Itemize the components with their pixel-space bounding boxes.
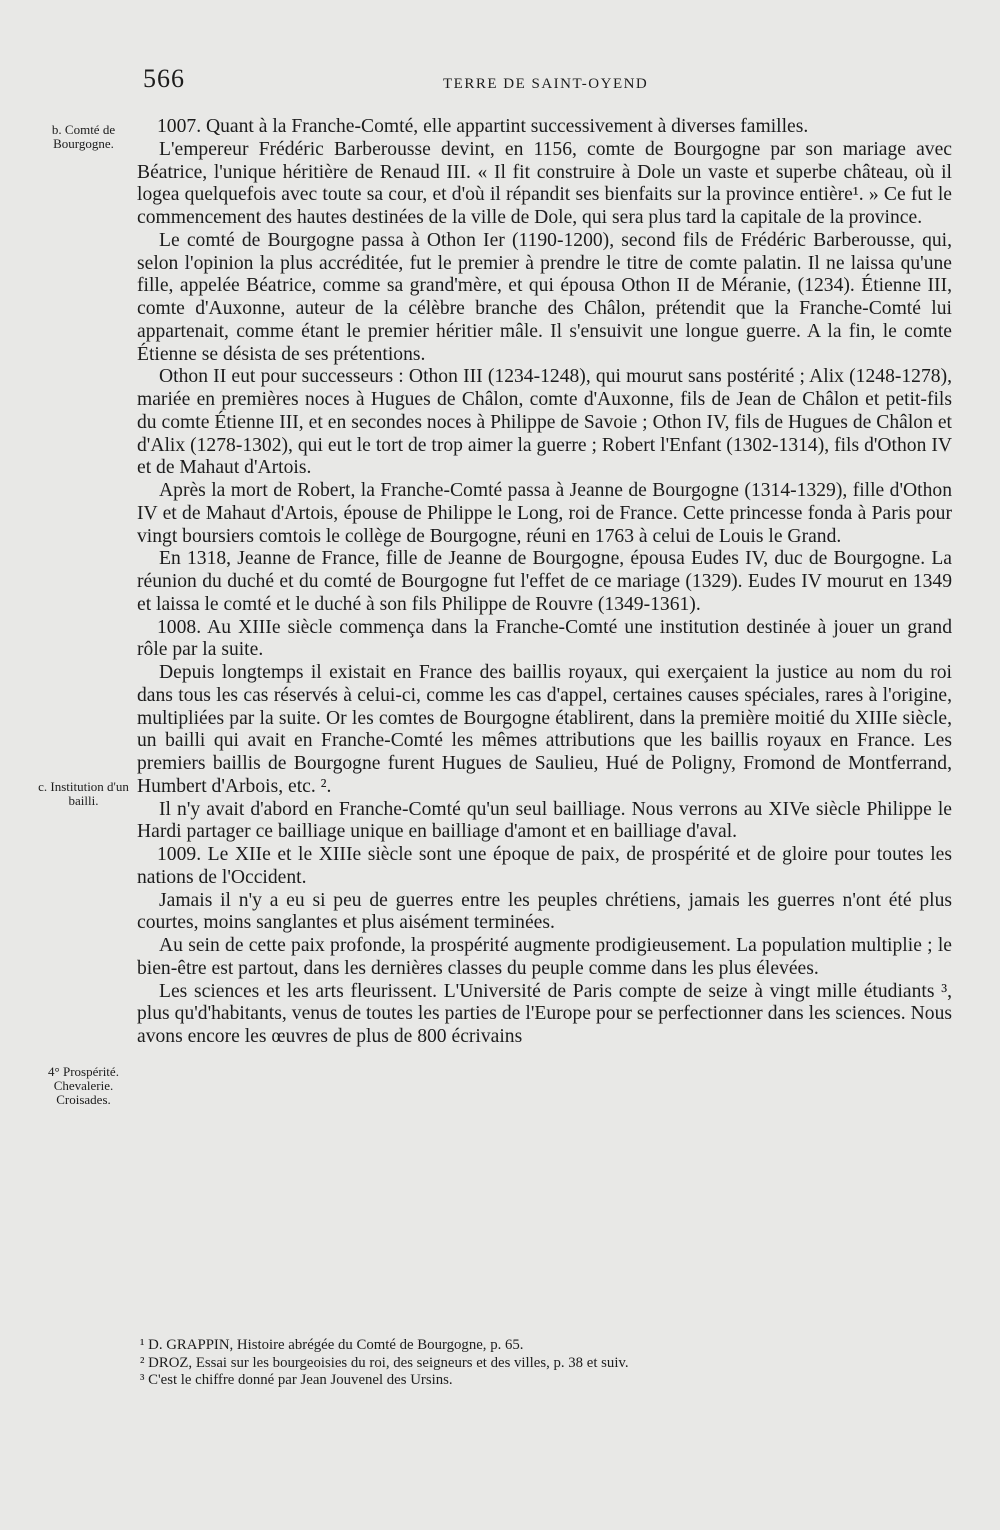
- paragraph: Les sciences et les arts fleurissent. L'Université de Paris compte de seize à vingt mille étudiants ³, plus qu'd'habitants, venus de toutes les parties de l'Europe pour se perfectionner dans les sciences. Nous avons encore les œuvres de plus de 800 écrivains: [137, 980, 952, 1047]
- footnote-3: ³ C'est le chiffre donné par Jean Jouvenel des Ursins.: [140, 1372, 453, 1388]
- paragraph: En 1318, Jeanne de France, fille de Jeanne de Bourgogne, épousa Eudes IV, duc de Bourgogne. La réunion du duché et du comté de Bourgogne fut l'effet de ce mariage (1329). Eudes IV mourut en 1349 et laissa le comté et le duché à son fils Philippe de Rouvre (1349-1361).: [137, 548, 952, 615]
- running-head: TERRE DE SAINT-OYEND: [443, 76, 649, 92]
- footnote-2: ² DROZ, Essai sur les bourgeoisies du roi, des seigneurs et des villes, p. 38 et suiv.: [140, 1354, 629, 1371]
- main-text: [137, 116, 952, 1049]
- paragraph: Jamais il n'y a eu si peu de guerres entre les peuples chrétiens, jamais les guerres n'ont été plus courtes, moins sanglantes et plus aisément terminées.: [137, 889, 952, 934]
- paragraph-1007: 1007. Quant à la Franche-Comté, elle appartint successivement à diverses familles.: [157, 116, 809, 137]
- sidenote-prosperite: 4° Prospérité. Chevalerie. Croisades.: [48, 1064, 119, 1107]
- paragraph: L'empereur Frédéric Barberousse devint, en 1156, comte de Bourgogne par son mariage avec Béatrice, l'unique héritière de Renaud III. « Il fit construire à Dole un vaste et superbe château, où il logea quelquefois avec toute sa cour, et d'où il répandit ses bienfaits sur la province entière¹. » Ce fut le commencement des hautes destinées de la ville de Dole, qui sera plus tard la capitale de la province.: [137, 138, 952, 228]
- paragraph: Depuis longtemps il existait en France des baillis royaux, qui exerçaient la justice au nom du roi dans tous les cas réservés à celui-ci, comme les cas d'appel, certaines causes spéciales, rares à l'origine, multipliées par la suite. Or les comtes de Bourgogne établirent, dans la première moitié du XIIIe siècle, un bailli qui avait en Franche-Comté les mêmes attributions que les baillis royaux en France. Les premiers baillis de Bourgogne furent Hugues de Saulieu, Hué de Poligny, Fromond de Montferrand, Humbert d'Arbois, etc. ².: [137, 662, 952, 797]
- paragraph: Il n'y avait d'abord en Franche-Comté qu'un seul bailliage. Nous verrons au XIVe siècle Philippe le Hardi partager ce bailliage unique en bailliage d'amont et en bailliage d'aval.: [137, 798, 952, 843]
- paragraph-1009: 1009. Le XIIe et le XIIIe siècle sont une époque de paix, de prospérité et de gloire pour toutes les nations de l'Occident.: [137, 844, 952, 888]
- paragraph: Le comté de Bourgogne passa à Othon Ier (1190-1200), second fils de Frédéric Barberousse, qui, selon l'opinion la plus accréditée, fut le premier à prendre le titre de comte palatin. Il ne laissa qu'une fille, appelée Béatrice, comme sa grand'mère, et qui épousa Othon II de Méranie, (1234). Étienne III, comte d'Auxonne, auteur de la célèbre branche des Châlon, prétendit que la Franche-Comté lui appartenait, comme étant le premier héritier mâle. Il s'ensuivit une longue guerre. A la fin, le comte Étienne se désista de ses prétentions.: [137, 229, 952, 365]
- sidenote-comte-bourgogne: b. Comté de Bourgogne.: [51, 122, 116, 151]
- paragraph: Othon II eut pour successeurs : Othon III (1234-1248), qui mourut sans postérité ; Alix (1248-1278), mariée en premières noces à Hugues de Châlon, comte d'Auxonne, fils de Jean de Châlon et petit-fils du comte Étienne III, et en secondes noces à Philippe de Savoie ; Othon IV, fils de Hugues de Châlon et d'Alix (1278-1302), qui eut le tort de trop aimer la guerre ; Robert l'Enfant (1302-1314), fils d'Othon IV et de Mahaut d'Artois.: [137, 366, 952, 479]
- paragraph-1008: 1008. Au XIIIe siècle commença dans la Franche-Comté une institution destinée à jouer un grand rôle par la suite.: [137, 616, 952, 661]
- sidenote-institution-bailli: c. Institution d'un bailli.: [38, 779, 129, 808]
- footnote-1: ¹ D. GRAPPIN, Histoire abrégée du Comté de Bourgogne, p. 65.: [140, 1337, 524, 1353]
- page-number: 566: [143, 64, 185, 93]
- paragraph: Après la mort de Robert, la Franche-Comté passa à Jeanne de Bourgogne (1314-1329), fille d'Othon IV et de Mahaut d'Artois, épouse de Philippe le Long, roi de France. Cette princesse fonda à Paris pour vingt boursiers comtois le collège de Bourgogne, réuni en 1763 à celui de Louis le Grand.: [137, 480, 952, 547]
- paragraph: Au sein de cette paix profonde, la prospérité augmente prodigieusement. La population multiplie ; le bien-être est partout, dans les dernières classes du peuple comme dans les plus élevées.: [137, 935, 952, 979]
- footnotes: [140, 1337, 940, 1390]
